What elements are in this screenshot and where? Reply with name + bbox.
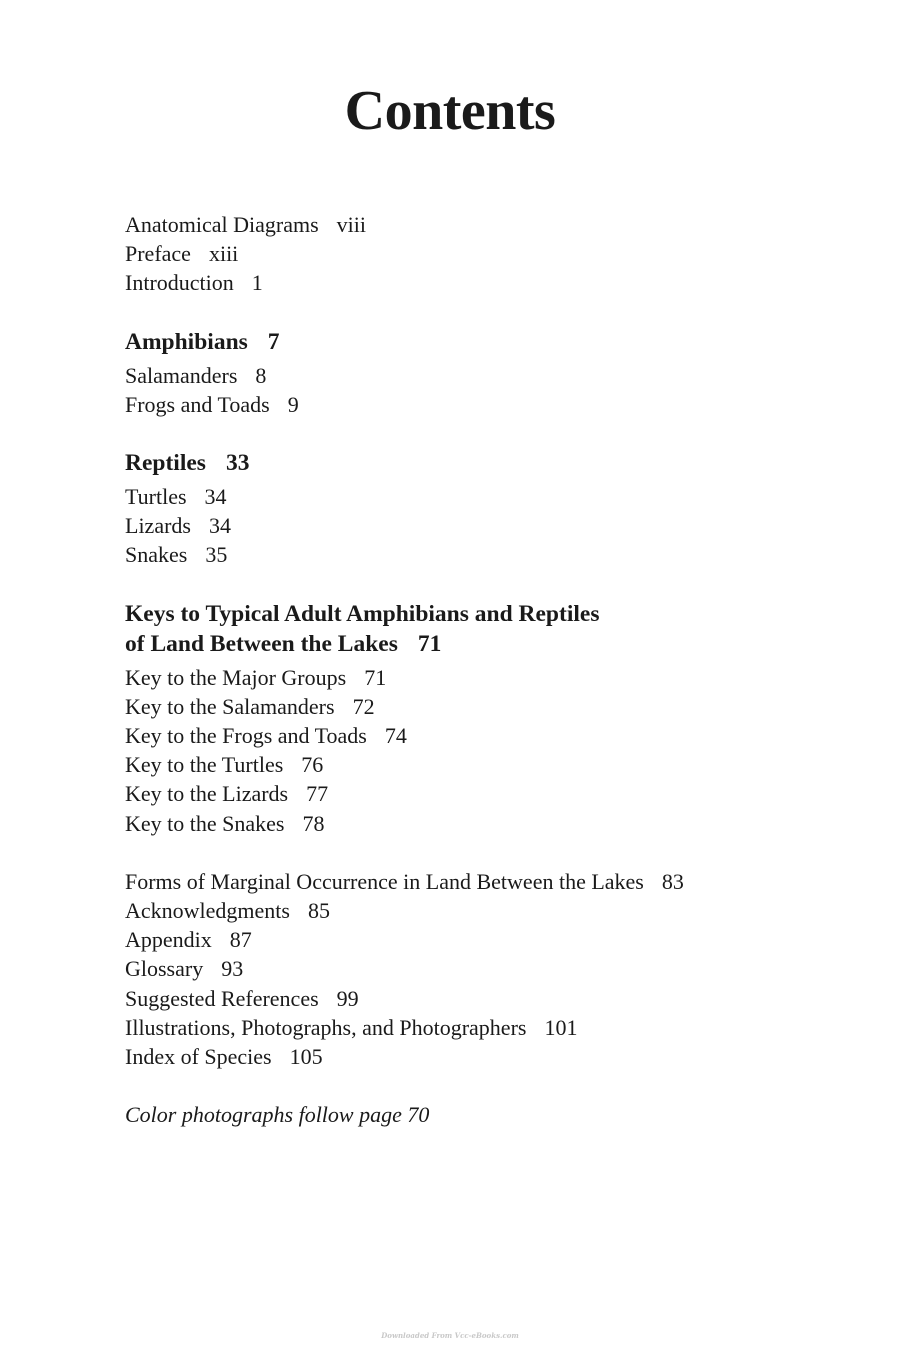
toc-entry-label: Key to the Snakes	[125, 810, 285, 836]
toc-entry-label: Illustrations, Photographs, and Photographers	[125, 1014, 527, 1040]
toc-entry-page: 35	[205, 542, 228, 568]
toc-entry-page: 101	[544, 1014, 578, 1040]
toc-entry[interactable]	[125, 867, 825, 896]
toc-entry-label: Key to the Turtles	[125, 752, 284, 778]
toc-entry[interactable]	[125, 239, 825, 268]
toc-entry-label: Frogs and Toads	[125, 391, 270, 417]
toc-entry-label: Acknowledgments	[125, 898, 290, 924]
toc-entry[interactable]	[125, 954, 825, 983]
toc-entry[interactable]	[125, 361, 825, 390]
toc-entry-page: 78	[302, 810, 325, 836]
toc-entry[interactable]	[125, 984, 825, 1013]
toc-entry[interactable]	[125, 482, 825, 511]
section-heading-label-line2: of Land Between the Lakes	[125, 630, 398, 657]
toc-entry[interactable]	[125, 896, 825, 925]
section-heading-label: Reptiles	[125, 450, 206, 477]
toc-entry[interactable]	[125, 1013, 825, 1042]
download-watermark: Downloaded From Vcc-eBooks.com	[381, 1331, 519, 1340]
toc-entry-label: Appendix	[125, 927, 212, 953]
toc-entry-label: Anatomical Diagrams	[125, 212, 319, 237]
page-title: Contents	[344, 80, 556, 142]
toc-entry-page: 74	[384, 723, 407, 749]
toc-entry-label: Snakes	[125, 542, 188, 568]
keys-section	[125, 599, 825, 838]
toc-entry-label: Suggested References	[125, 985, 319, 1011]
toc-entry[interactable]	[125, 511, 825, 540]
toc-entry-page: 1	[251, 270, 263, 296]
toc-entry-page: 76	[301, 752, 324, 778]
toc-entry-page: 87	[229, 927, 252, 953]
toc-entry-label: Key to the Frogs and Toads	[125, 723, 367, 749]
toc-entry[interactable]	[125, 210, 825, 239]
section-heading-label-line1: Keys to Typical Adult Amphibians and Reptiles	[125, 600, 600, 627]
toc-entry-label: Index of Species	[125, 1044, 272, 1070]
toc-entry[interactable]	[125, 268, 825, 297]
section-heading-amphibians[interactable]	[125, 327, 825, 357]
toc-entry-label: Salamanders	[125, 362, 238, 388]
toc-entry-page: 34	[204, 484, 227, 510]
toc-entry[interactable]	[125, 721, 825, 750]
toc-entry[interactable]	[125, 779, 825, 808]
toc-entry[interactable]	[125, 540, 825, 569]
toc-entry[interactable]	[125, 692, 825, 721]
toc-entry-page: 99	[336, 985, 359, 1011]
toc-entry-label: Glossary	[125, 956, 204, 982]
toc-entry-label: Key to the Lizards	[125, 781, 289, 807]
toc-entry-page: 85	[307, 898, 330, 924]
toc-entry-page: xiii	[208, 241, 239, 267]
toc-entry[interactable]	[125, 750, 825, 779]
section-heading-label-line2-row	[125, 629, 825, 659]
toc-entry-label: Key to the Salamanders	[125, 693, 335, 719]
toc-entry-label: Preface	[125, 241, 191, 267]
section-heading-keys[interactable]	[125, 599, 825, 659]
back-matter-group	[125, 867, 825, 1071]
toc-entry-label: Lizards	[125, 513, 191, 539]
amphibians-section	[125, 327, 825, 419]
toc-entry-page: 9	[287, 391, 299, 417]
section-heading-reptiles[interactable]	[125, 448, 825, 478]
section-heading-page: 33	[225, 450, 250, 477]
toc-entry-page: 8	[255, 362, 267, 388]
toc-entry-page: 72	[352, 693, 375, 719]
toc-entry-page: 105	[289, 1044, 323, 1070]
front-matter-group	[125, 210, 825, 298]
toc-entry[interactable]	[125, 390, 825, 419]
toc-entry-label: Introduction	[125, 270, 234, 296]
section-heading-page: 7	[267, 328, 280, 355]
toc-entry-page: 83	[661, 868, 684, 894]
section-heading-page: 71	[417, 630, 442, 657]
toc-entry-page: 93	[221, 956, 244, 982]
toc-entry-page: 77	[306, 781, 329, 807]
toc-entry[interactable]	[125, 1042, 825, 1071]
toc-entry[interactable]	[125, 809, 825, 838]
toc-entry-page: 71	[364, 664, 387, 690]
toc-entry-page: 34	[208, 513, 231, 539]
toc-entry-page: viii	[336, 212, 367, 237]
table-of-contents	[125, 210, 825, 1129]
toc-entry[interactable]	[125, 925, 825, 954]
toc-entry-label: Forms of Marginal Occurrence in Land Between the Lakes	[125, 868, 644, 894]
toc-entry-label: Turtles	[125, 484, 187, 510]
reptiles-section	[125, 448, 825, 570]
toc-entry[interactable]	[125, 663, 825, 692]
section-heading-label: Amphibians	[125, 328, 248, 355]
toc-entry-label: Key to the Major Groups	[125, 664, 347, 690]
color-photographs-note: Color photographs follow page 70	[125, 1102, 430, 1128]
